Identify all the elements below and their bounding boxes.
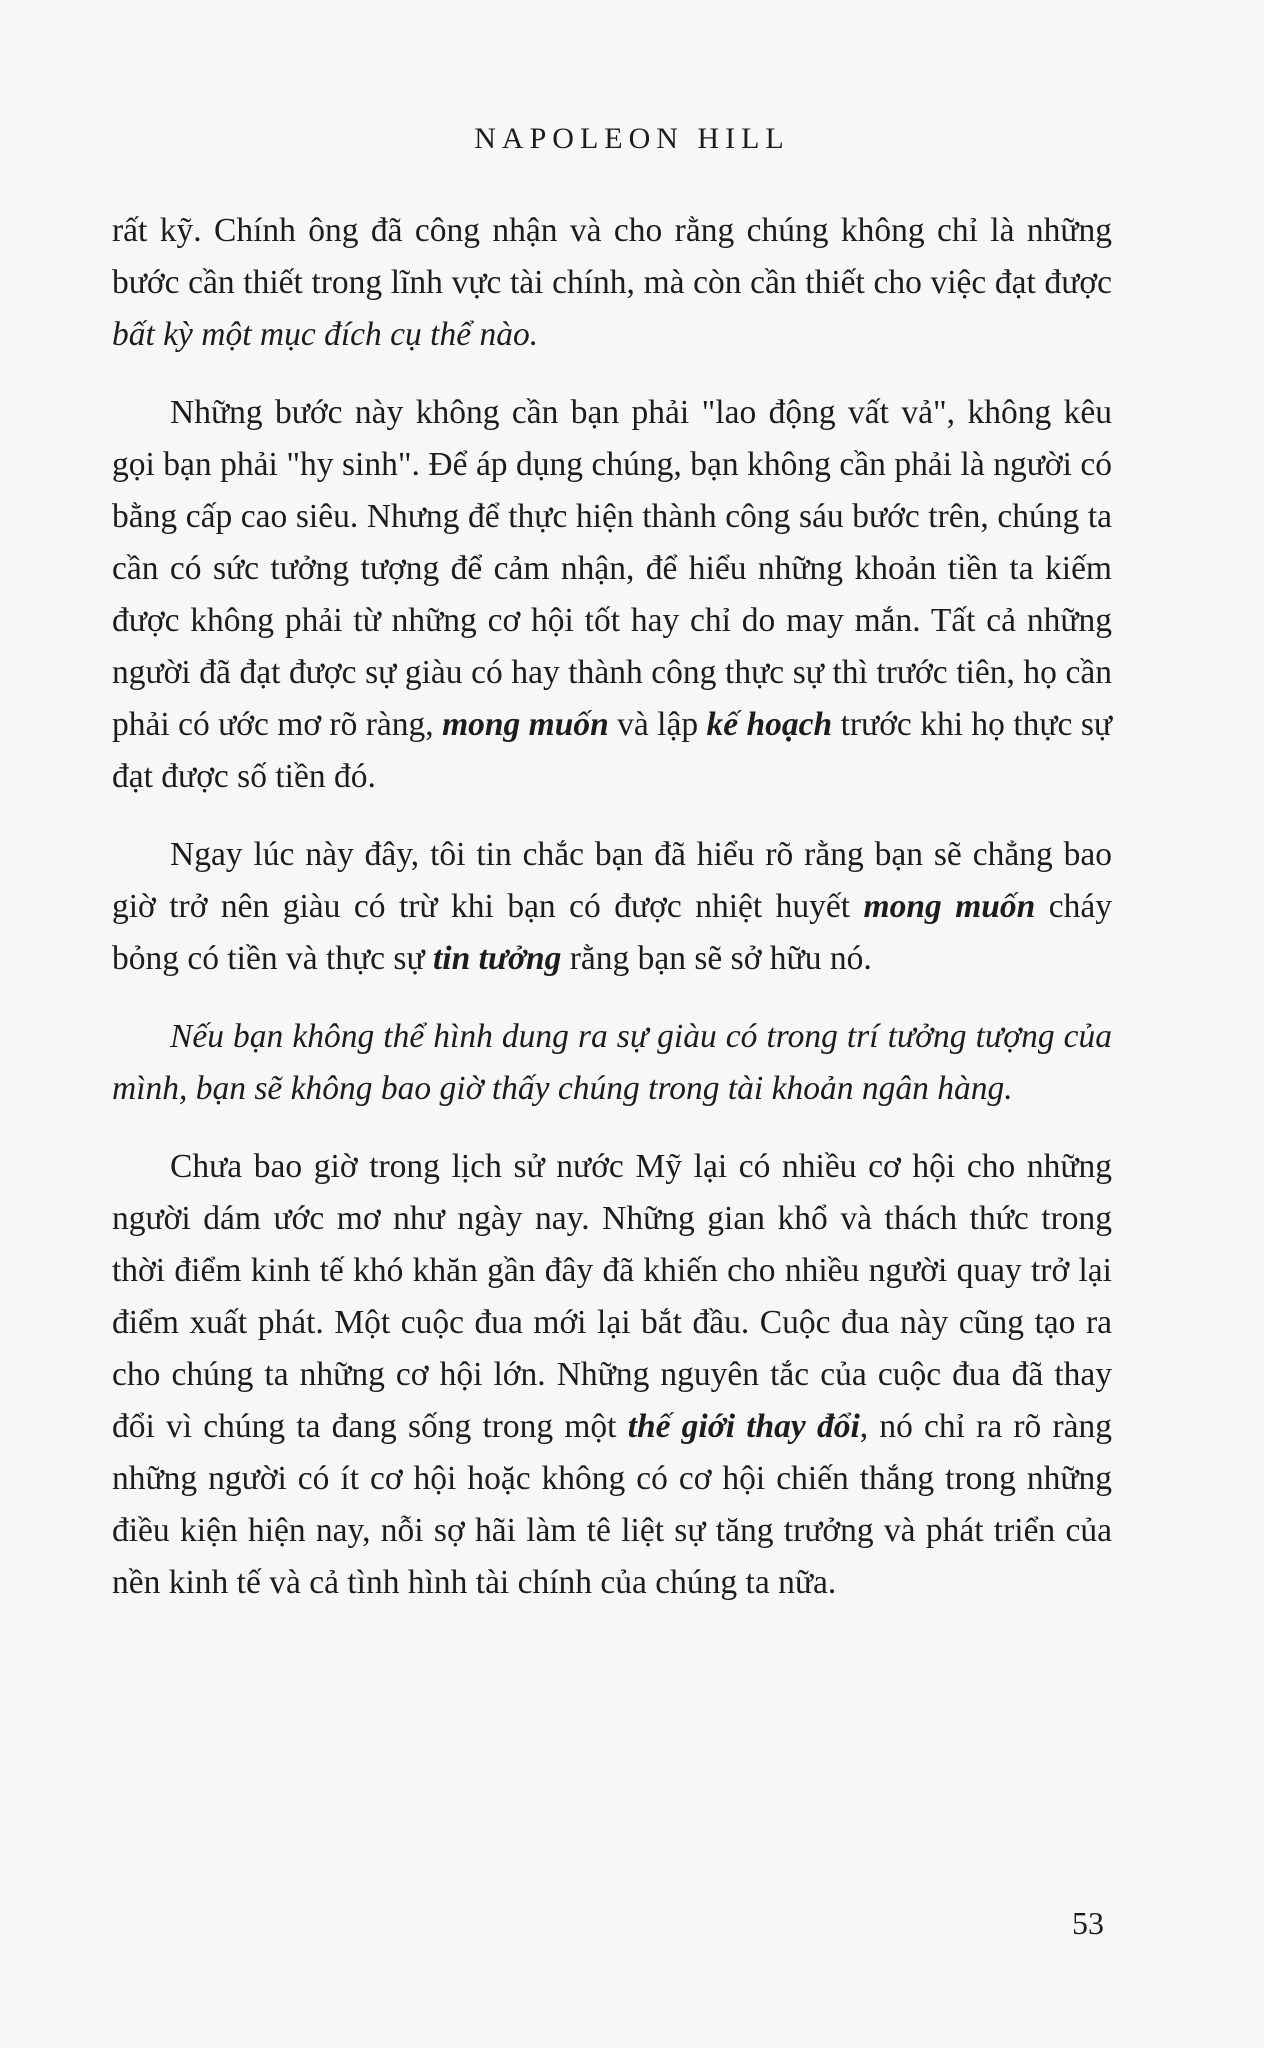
paragraph-1 — [112, 205, 1112, 361]
emphasis-tin-tuong: tin tưởng — [433, 940, 562, 977]
paragraph-2-text: Những bước này không cần bạn phải "lao động vất vả", không kêu gọi bạn phải "hy sinh". Để áp dụng chúng, bạn không cần phải là người có bằng cấp cao siêu. Nhưng để thực hiện thành công sáu bước trên, chúng ta cần có sức tưởng tượng để cảm nhận, để hiểu những khoản tiền ta kiếm được không phải từ những cơ hội tốt hay chỉ do may mắn. Tất cả những người đã đạt được sự giàu có hay thành công thực sự thì trước tiên, họ cần phải có ước mơ rõ ràng, — [112, 394, 1112, 743]
paragraph-3-text-3: rằng bạn sẽ sở hữu nó. — [561, 940, 872, 977]
page-body — [112, 205, 1112, 1635]
emphasis-mong-muon-2: mong muốn — [863, 888, 1036, 925]
emphasis-the-gioi-thay-doi: thế giới thay đổi — [627, 1408, 860, 1445]
running-header: NAPOLEON HILL — [474, 122, 790, 155]
paragraph-5-text: Chưa bao giờ trong lịch sử nước Mỹ lại có nhiều cơ hội cho những người dám ước mơ như ngày nay. Những gian khổ và thách thức trong thời điểm kinh tế khó khăn gần đây đã khiến cho nhiều người quay trở lại điểm xuất phát. Một cuộc đua mới lại bắt đầu. Cuộc đua này cũng tạo ra cho chúng ta những cơ hội lớn. Những nguyên tắc của cuộc đua đã thay đổi vì chúng ta đang sống trong một — [112, 1148, 1112, 1445]
paragraph-3 — [112, 829, 1112, 985]
paragraph-5-text-2: , nó chỉ ra rõ ràng những người có ít cơ hội hoặc không có cơ hội chiến thắng trong những điều kiện hiện nay, nỗi sợ hãi làm tê liệt sự tăng trưởng và phát triển của nền kinh tế và cả tình hình tài chính của chúng ta nữa. — [112, 1408, 1112, 1601]
paragraph-3-text: Ngay lúc này đây, tôi tin chắc bạn đã hiểu rõ rằng bạn sẽ chẳng bao giờ trở nên giàu có trừ khi bạn có được nhiệt huyết — [112, 836, 1112, 925]
paragraph-3-text-2: cháy bỏng có tiền và thực sự — [112, 888, 1112, 977]
paragraph-5 — [112, 1141, 1112, 1609]
paragraph-1-italic: bất kỳ một mục đích cụ thể nào. — [112, 316, 539, 353]
paragraph-1-text: rất kỹ. Chính ông đã công nhận và cho rằng chúng không chỉ là những bước cần thiết trong lĩnh vực tài chính, mà còn cần thiết cho việc đạt được — [112, 212, 1112, 301]
emphasis-mong-muon: mong muốn — [442, 706, 609, 743]
emphasis-ke-hoach: kế hoạch — [706, 706, 833, 743]
paragraph-4-quote — [112, 1011, 1112, 1115]
paragraph-2 — [112, 387, 1112, 803]
paragraph-2-text-2: và lập — [608, 706, 707, 743]
page-number: 53 — [1072, 1905, 1104, 1941]
paragraph-4-text: Nếu bạn không thể hình dung ra sự giàu có trong trí tưởng tượng của mình, bạn sẽ không bao giờ thấy chúng trong tài khoản ngân hàng. — [112, 1018, 1112, 1107]
paragraph-2-text-3: trước khi họ thực sự đạt được số tiền đó. — [112, 706, 1113, 795]
